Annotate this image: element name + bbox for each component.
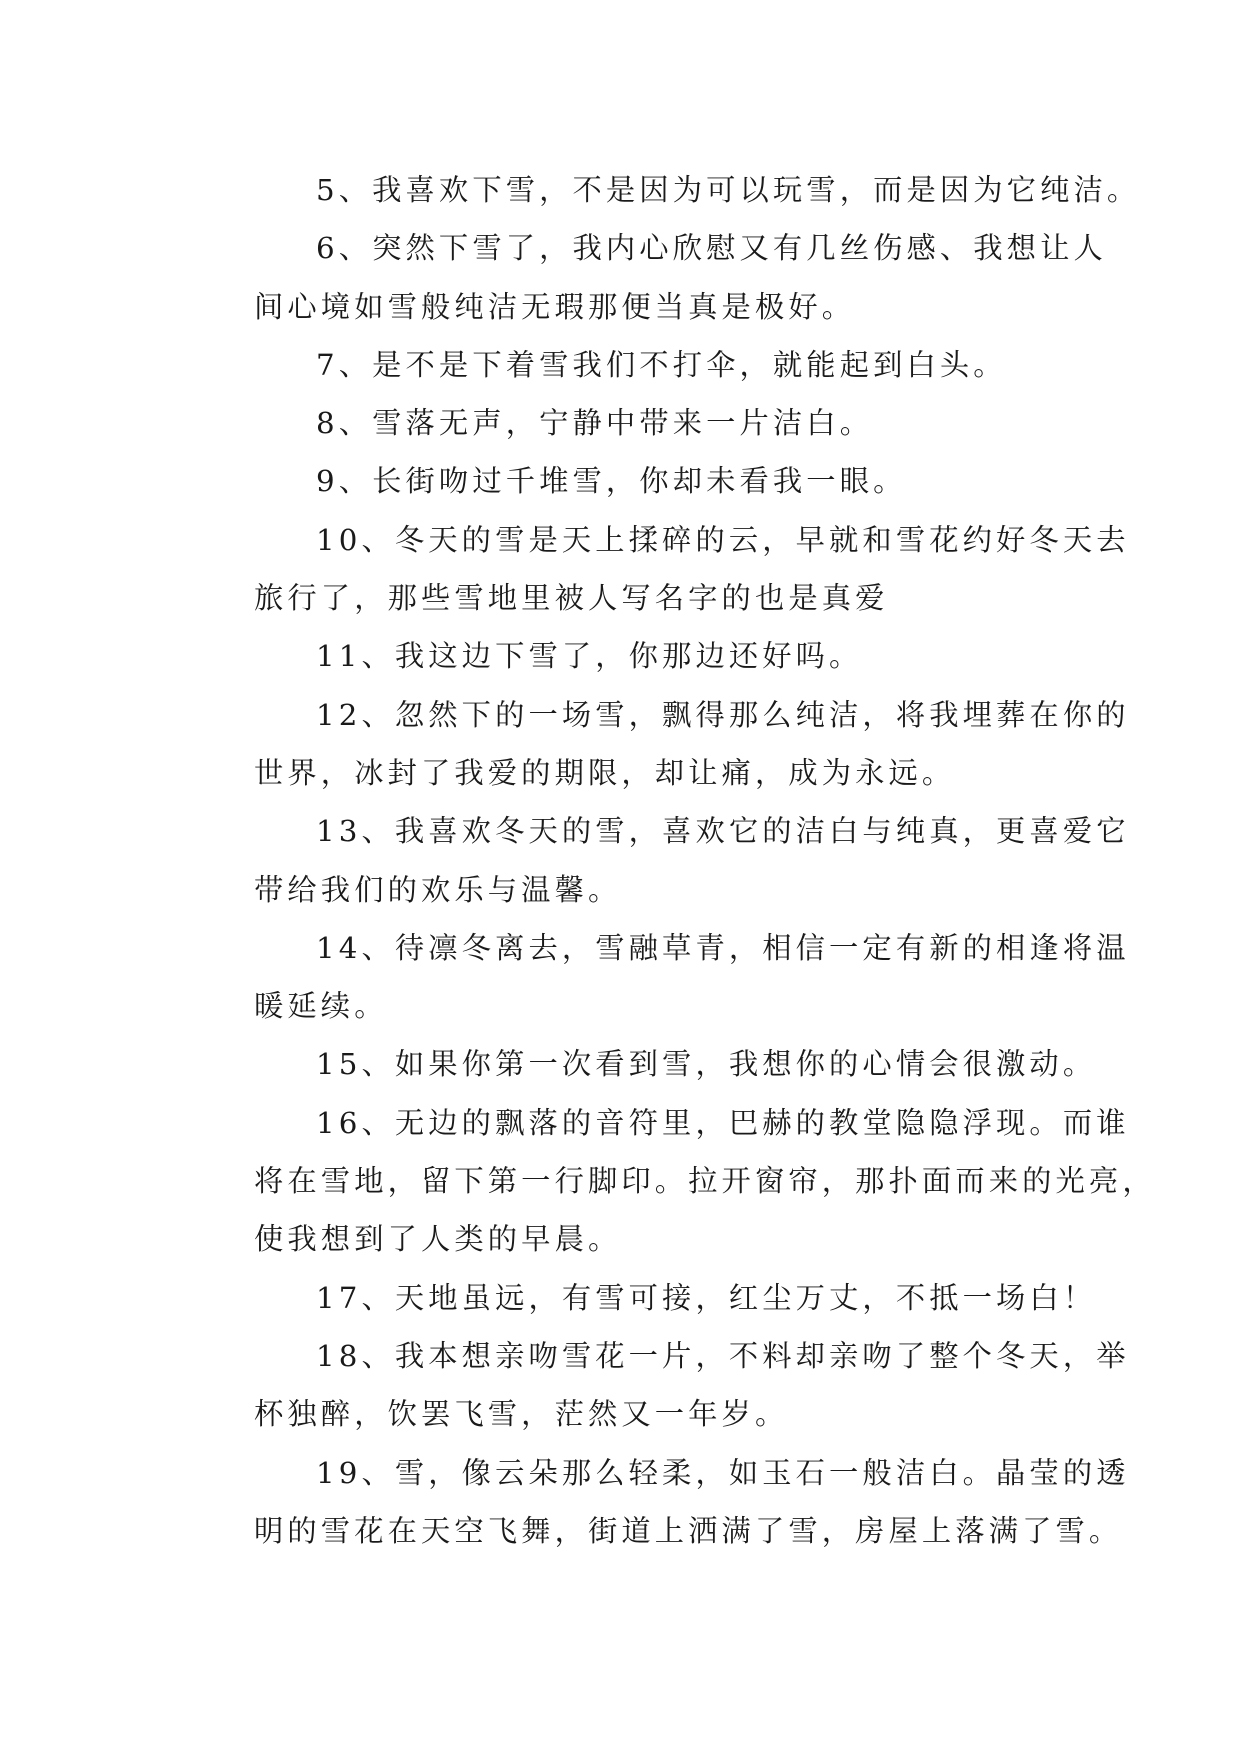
paragraph-item-10 bbox=[192, 511, 1130, 628]
paragraph-line: 带给我们的欢乐与温馨。 bbox=[254, 872, 622, 907]
paragraph-line: 14、待凛冬离去，雪融草青，相信一定有新的相逢将温 bbox=[316, 930, 1130, 965]
paragraph-line: 17、天地虽远，有雪可接，红尘万丈，不抵一场白！ bbox=[316, 1280, 1097, 1315]
paragraph-line: 世界，冰封了我爱的期限，却让痛，成为永远。 bbox=[254, 755, 956, 790]
paragraph-line: 7、是不是下着雪我们不打伞，就能起到白头。 bbox=[316, 347, 1007, 382]
document-body bbox=[192, 161, 1156, 1560]
paragraph-item-7 bbox=[192, 336, 1072, 394]
paragraph-line: 使我想到了人类的早晨。 bbox=[254, 1222, 622, 1257]
paragraph-item-17 bbox=[192, 1269, 1097, 1327]
paragraph-item-8 bbox=[192, 394, 1072, 452]
paragraph-item-5 bbox=[192, 161, 1141, 219]
paragraph-line: 将在雪地，留下第一行脚印。拉开窗帘，那扑面而来的光亮， bbox=[254, 1164, 1156, 1199]
paragraph-line: 间心境如雪般纯洁无瑕那便当真是极好。 bbox=[254, 289, 856, 324]
paragraph-line: 12、忽然下的一场雪，飘得那么纯洁，将我埋葬在你的 bbox=[316, 697, 1130, 732]
paragraph-line: 9、长街吻过千堆雪，你却未看我一眼。 bbox=[316, 464, 907, 499]
paragraph-item-13 bbox=[192, 802, 1130, 919]
paragraph-item-6 bbox=[192, 219, 1107, 336]
paragraph-line: 13、我喜欢冬天的雪，喜欢它的洁白与纯真，更喜爱它 bbox=[316, 814, 1130, 849]
paragraph-line: 16、无边的飘落的音符里，巴赫的教堂隐隐浮现。而谁 bbox=[316, 1105, 1130, 1140]
paragraph-item-15 bbox=[192, 1035, 1097, 1093]
paragraph-line: 10、冬天的雪是天上揉碎的云，早就和雪花约好冬天去 bbox=[316, 522, 1130, 557]
paragraph-line: 明的雪花在天空飞舞，街道上洒满了雪，房屋上落满了雪。 bbox=[254, 1513, 1123, 1548]
paragraph-item-14 bbox=[192, 919, 1130, 1036]
paragraph-line: 15、如果你第一次看到雪，我想你的心情会很激动。 bbox=[316, 1047, 1097, 1082]
paragraph-line: 旅行了，那些雪地里被人写名字的也是真爱 bbox=[254, 581, 889, 616]
paragraph-item-12 bbox=[192, 686, 1130, 803]
paragraph-line: 5、我喜欢下雪，不是因为可以玩雪，而是因为它纯洁。 bbox=[316, 173, 1141, 207]
paragraph-item-11 bbox=[192, 627, 1072, 685]
paragraph-line: 6、突然下雪了，我内心欣慰又有几丝伤感、我想让人 bbox=[316, 231, 1107, 266]
paragraph-item-16 bbox=[192, 1094, 1156, 1269]
paragraph-line: 杯独醉，饮罢飞雪，茫然又一年岁。 bbox=[254, 1397, 789, 1432]
paragraph-item-19 bbox=[192, 1444, 1130, 1561]
paragraph-item-9 bbox=[192, 452, 1072, 510]
paragraph-line: 18、我本想亲吻雪花一片，不料却亲吻了整个冬天，举 bbox=[316, 1338, 1130, 1373]
paragraph-line: 11、我这边下雪了，你那边还好吗。 bbox=[316, 639, 863, 674]
paragraph-line: 暖延续。 bbox=[254, 989, 388, 1024]
paragraph-line: 19、雪，像云朵那么轻柔，如玉石一般洁白。晶莹的透 bbox=[316, 1455, 1130, 1490]
paragraph-item-18 bbox=[192, 1327, 1130, 1444]
paragraph-line: 8、雪落无声，宁静中带来一片洁白。 bbox=[316, 406, 874, 441]
